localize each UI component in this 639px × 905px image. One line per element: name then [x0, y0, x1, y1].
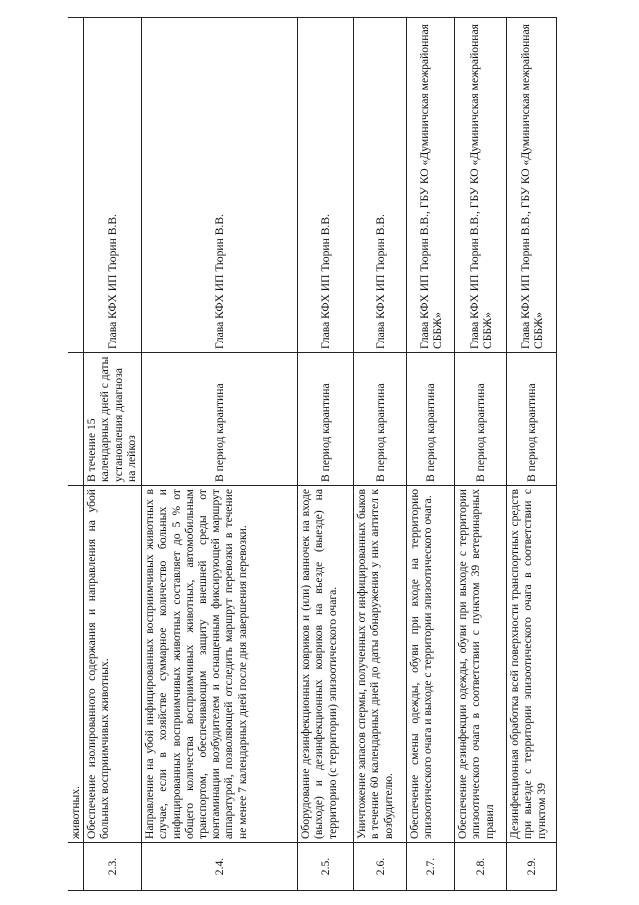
- action-cell: Оборудование дезинфекционных ковриков и (или) ванночек на входе (выходе) и дезинфекционных ковриков на въезде (выезде) на территорию (с территории) эпизоотического очага.: [298, 486, 354, 843]
- responsible-cell: Глава КФХ ИП Тюрин В.В.: [142, 18, 298, 353]
- table-row: [407, 18, 455, 891]
- responsible-cell: Глава КФХ ИП Тюрин В.В., ГБУ КО «Думиничская межрайонная СББЖ»: [455, 18, 507, 353]
- term-cell: В период карантина: [354, 353, 407, 486]
- action-cell: Обеспечение изолированного содержания и направления на убой больных восприимчивых животных.: [84, 486, 142, 843]
- row-number: 2.8.: [455, 843, 507, 891]
- continuation-row: [68, 18, 84, 891]
- responsible-cell: Глава КФХ ИП Тюрин В.В.: [84, 18, 142, 353]
- quarantine-measures-table: [68, 17, 557, 891]
- row-number: 2.9.: [507, 843, 557, 891]
- table-row: [455, 18, 507, 891]
- row-number: 2.5.: [298, 843, 354, 891]
- responsible-cell: Глава КФХ ИП Тюрин В.В., ГБУ КО «Думиничская межрайонная СББЖ»: [407, 18, 455, 353]
- row-number: 2.6.: [354, 843, 407, 891]
- action-cell: Уничтожение запасов спермы, полученных от инфицированных быков в течение 60 календарных дней до даты обнаружения у них антител к возбудителю.: [354, 486, 407, 843]
- term-cell: В период карантина: [298, 353, 354, 486]
- table-row: [354, 18, 407, 891]
- action-cell: Обеспечение смены одежды, обуви при входе на территорию эпизоотического очага и выходе с территории эпизоотического очага.: [407, 486, 455, 843]
- action-cell: Дезинфекционная обработка всей поверхности транспортных средств при выезде с территории эпизоотического очага в соответствии с пунктом 39: [507, 486, 557, 843]
- term-cell: В период карантина: [407, 353, 455, 486]
- row-number: 2.3.: [84, 843, 142, 891]
- row-number: 2.4.: [142, 843, 298, 891]
- table-row: [298, 18, 354, 891]
- responsible-cell: Глава КФХ ИП Тюрин В.В.: [298, 18, 354, 353]
- action-cell: животных.: [68, 486, 84, 843]
- action-cell: Направление на убой инфицированных восприимчивых животных в случае, если в хозяйстве суммарное количество больных и инфицированных восприимчивых животных составляет до 5 % от общего количества восприимчивых животных, автомобильным транспортом, обеспечивающим защиту внешней среды от контаминации возбудителем и оснащенным фиксирующей маршрут аппаратурой, позволяющей отследить маршрут перевозки в течение не менее 7 календарных дней после дня завершения перевозки.: [142, 486, 298, 843]
- term-cell: В период карантина: [507, 353, 557, 486]
- term-cell: В период карантина: [142, 353, 298, 486]
- table-row: [84, 18, 142, 891]
- responsible-cell: Глава КФХ ИП Тюрин В.В., ГБУ КО «Думиничская межрайонная СББЖ»: [507, 18, 557, 353]
- term-cell: В период карантина: [455, 353, 507, 486]
- responsible-cell: Глава КФХ ИП Тюрин В.В.: [354, 18, 407, 353]
- table-row: [507, 18, 557, 891]
- term-cell: В течение 15 календарных дней с даты установления диагноза на лейкоз: [84, 353, 142, 486]
- row-number: 2.7.: [407, 843, 455, 891]
- table-row: [142, 18, 298, 891]
- responsible-cell: [68, 18, 84, 353]
- term-cell: [68, 353, 84, 486]
- action-cell: Обеспечение дезинфекции одежды, обуви при выходе с территории эпизоотического очага в соответствии с пунктом 39 ветеринарных правил: [455, 486, 507, 843]
- row-number: [68, 843, 84, 891]
